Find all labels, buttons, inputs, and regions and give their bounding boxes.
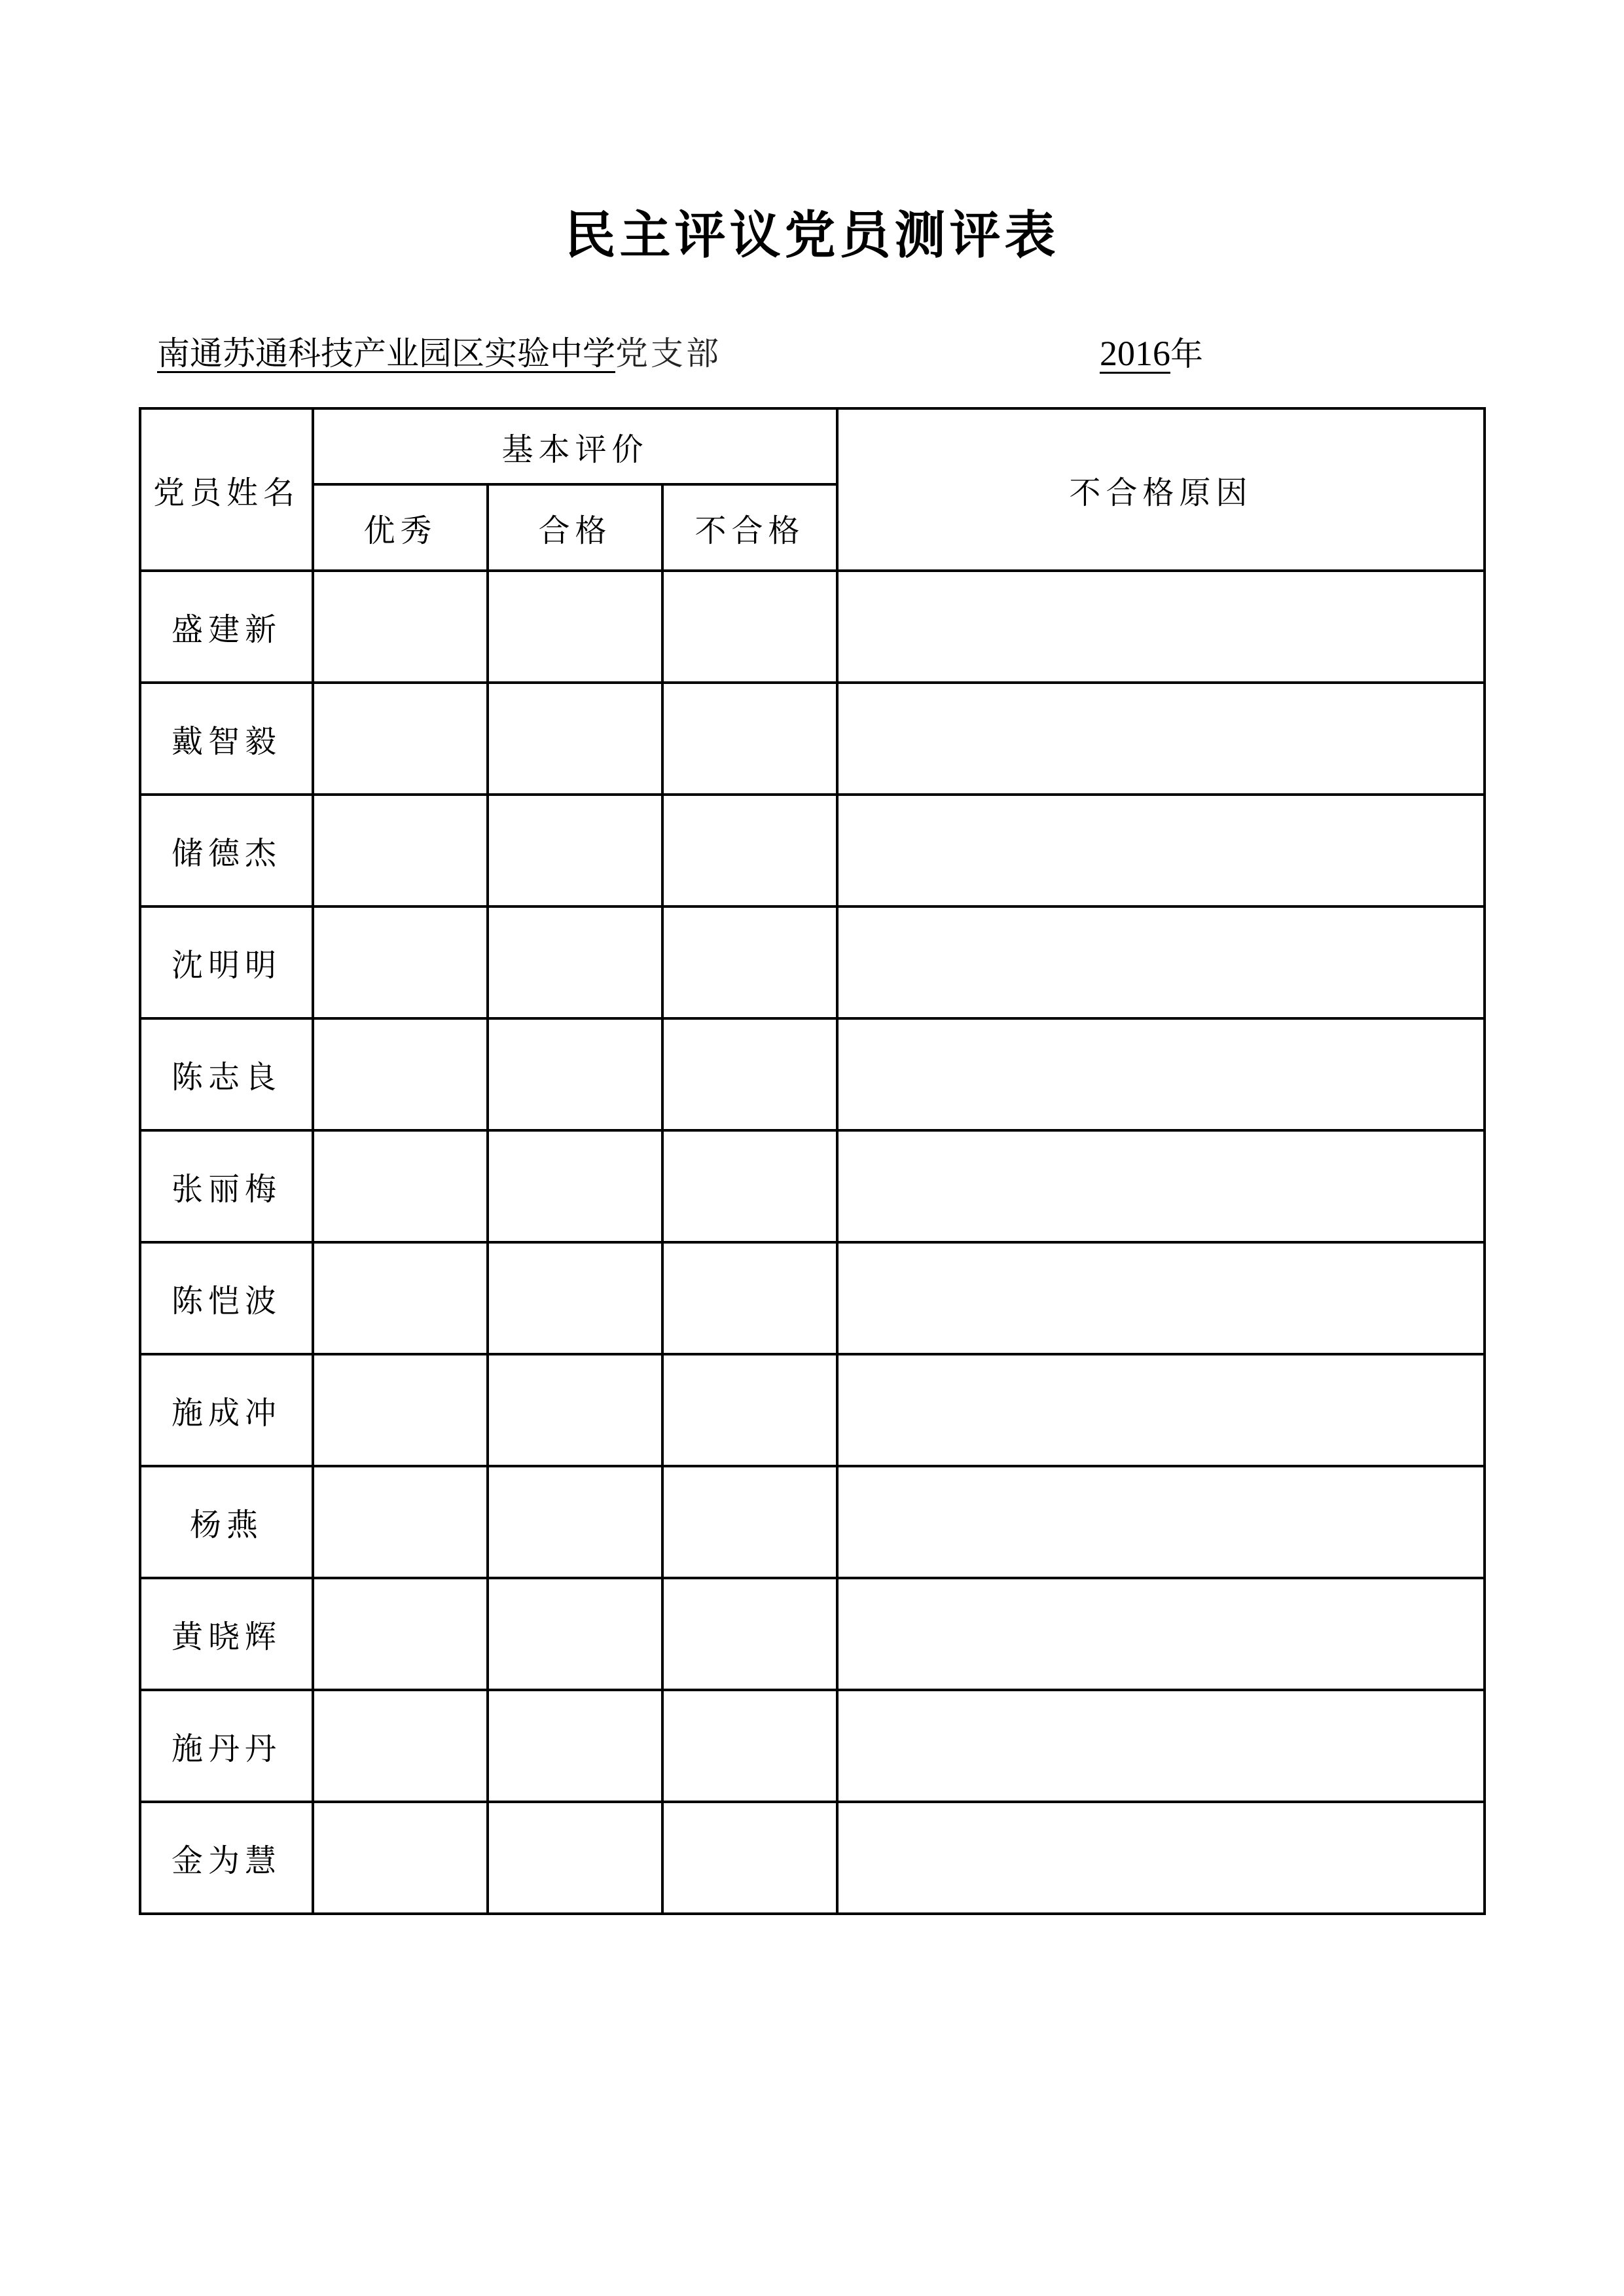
qualified-cell[interactable] bbox=[488, 683, 662, 795]
excellent-cell[interactable] bbox=[313, 1018, 488, 1130]
reason-cell[interactable] bbox=[837, 1466, 1485, 1578]
member-name: 储德杰 bbox=[140, 795, 313, 906]
year-number: 2016 bbox=[1100, 334, 1170, 373]
member-name: 陈恺波 bbox=[140, 1242, 313, 1354]
reason-cell[interactable] bbox=[837, 1130, 1485, 1242]
page-title: 民主评议党员测评表 bbox=[564, 206, 1060, 265]
reason-cell[interactable] bbox=[837, 1802, 1485, 1914]
unqualified-cell[interactable] bbox=[662, 571, 837, 683]
qualified-cell[interactable] bbox=[488, 1242, 662, 1354]
header-qualified: 合格 bbox=[488, 484, 662, 571]
reason-cell[interactable] bbox=[837, 1018, 1485, 1130]
qualified-cell[interactable] bbox=[488, 571, 662, 683]
table-row bbox=[140, 795, 1485, 906]
unqualified-cell[interactable] bbox=[662, 1578, 837, 1690]
table-row bbox=[140, 1018, 1485, 1130]
unqualified-cell[interactable] bbox=[662, 1130, 837, 1242]
table-row bbox=[140, 1130, 1485, 1242]
member-name: 金为慧 bbox=[140, 1802, 313, 1914]
member-name: 盛建新 bbox=[140, 571, 313, 683]
excellent-cell[interactable] bbox=[313, 1466, 488, 1578]
unqualified-cell[interactable] bbox=[662, 683, 837, 795]
excellent-cell[interactable] bbox=[313, 683, 488, 795]
reason-cell[interactable] bbox=[837, 906, 1485, 1018]
unqualified-cell[interactable] bbox=[662, 1466, 837, 1578]
member-name: 张丽梅 bbox=[140, 1130, 313, 1242]
reason-cell[interactable] bbox=[837, 1242, 1485, 1354]
excellent-cell[interactable] bbox=[313, 795, 488, 906]
table-row bbox=[140, 1802, 1485, 1914]
excellent-cell[interactable] bbox=[313, 1578, 488, 1690]
excellent-cell[interactable] bbox=[313, 1130, 488, 1242]
reason-cell[interactable] bbox=[837, 1578, 1485, 1690]
header-excellent: 优秀 bbox=[313, 484, 488, 571]
excellent-cell[interactable] bbox=[313, 1354, 488, 1466]
excellent-cell[interactable] bbox=[313, 1802, 488, 1914]
table-row bbox=[140, 683, 1485, 795]
branch-suffix: 党支部 bbox=[615, 334, 721, 372]
unqualified-cell[interactable] bbox=[662, 1802, 837, 1914]
year-suffix: 年 bbox=[1170, 335, 1203, 373]
member-name: 杨燕 bbox=[140, 1466, 313, 1578]
reason-cell[interactable] bbox=[837, 1354, 1485, 1466]
member-name: 戴智毅 bbox=[140, 683, 313, 795]
member-name: 施丹丹 bbox=[140, 1690, 313, 1802]
excellent-cell[interactable] bbox=[313, 571, 488, 683]
table-row bbox=[140, 571, 1485, 683]
qualified-cell[interactable] bbox=[488, 1578, 662, 1690]
reason-cell[interactable] bbox=[837, 795, 1485, 906]
reason-cell[interactable] bbox=[837, 1690, 1485, 1802]
evaluation-table bbox=[139, 407, 1486, 1915]
excellent-cell[interactable] bbox=[313, 1242, 488, 1354]
member-name: 施成冲 bbox=[140, 1354, 313, 1466]
table-row bbox=[140, 1354, 1485, 1466]
year-label bbox=[1100, 327, 1203, 380]
table-row bbox=[140, 1690, 1485, 1802]
header-basic-evaluation: 基本评价 bbox=[313, 408, 837, 484]
member-name: 陈志良 bbox=[140, 1018, 313, 1130]
member-name: 沈明明 bbox=[140, 906, 313, 1018]
member-name: 黄晓辉 bbox=[140, 1578, 313, 1690]
reason-cell[interactable] bbox=[837, 571, 1485, 683]
unqualified-cell[interactable] bbox=[662, 906, 837, 1018]
table-row bbox=[140, 1466, 1485, 1578]
header-member-name: 党员姓名 bbox=[140, 408, 313, 571]
unqualified-cell[interactable] bbox=[662, 1242, 837, 1354]
qualified-cell[interactable] bbox=[488, 1466, 662, 1578]
unqualified-cell[interactable] bbox=[662, 1018, 837, 1130]
table-row bbox=[140, 1242, 1485, 1354]
qualified-cell[interactable] bbox=[488, 1130, 662, 1242]
qualified-cell[interactable] bbox=[488, 1018, 662, 1130]
qualified-cell[interactable] bbox=[488, 906, 662, 1018]
school-name: 南通苏通科技产业园区实验中学 bbox=[157, 334, 615, 372]
unqualified-cell[interactable] bbox=[662, 1354, 837, 1466]
excellent-cell[interactable] bbox=[313, 1690, 488, 1802]
unqualified-cell[interactable] bbox=[662, 1690, 837, 1802]
header-unqualified: 不合格 bbox=[662, 484, 837, 571]
table-row bbox=[140, 906, 1485, 1018]
reason-cell[interactable] bbox=[837, 683, 1485, 795]
excellent-cell[interactable] bbox=[313, 906, 488, 1018]
qualified-cell[interactable] bbox=[488, 1802, 662, 1914]
header-unqualified-reason: 不合格原因 bbox=[837, 408, 1485, 571]
qualified-cell[interactable] bbox=[488, 1690, 662, 1802]
subtitle-line bbox=[157, 327, 721, 380]
table-row bbox=[140, 1578, 1485, 1690]
qualified-cell[interactable] bbox=[488, 795, 662, 906]
unqualified-cell[interactable] bbox=[662, 795, 837, 906]
qualified-cell[interactable] bbox=[488, 1354, 662, 1466]
